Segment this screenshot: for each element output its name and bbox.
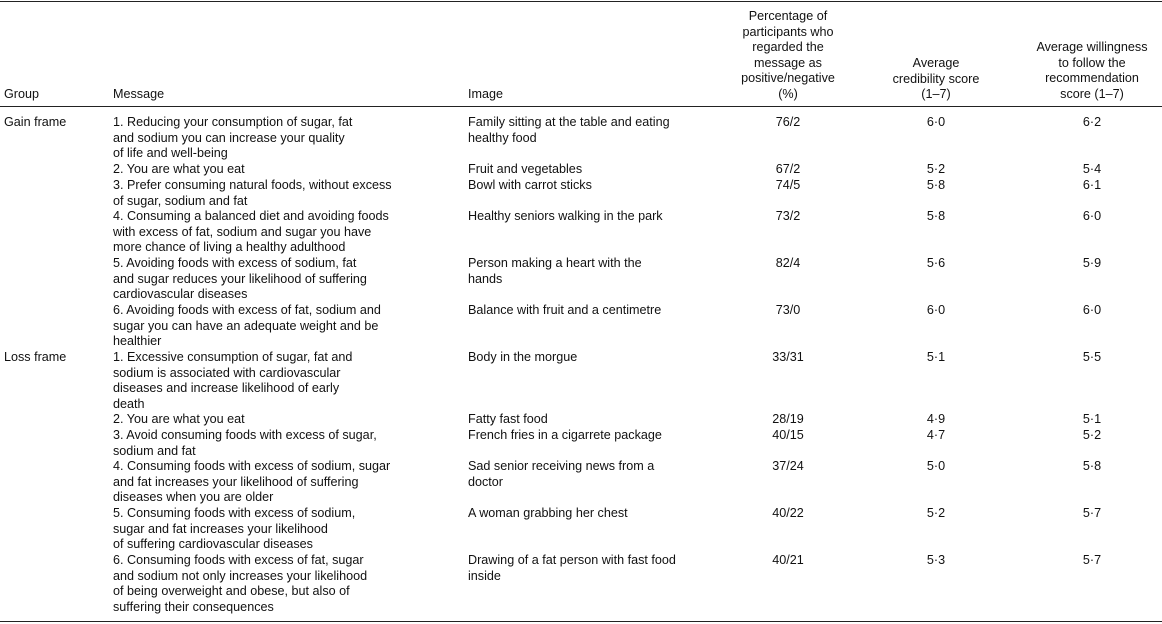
table-row-message: 2. You are what you eat xyxy=(113,162,245,176)
table-row-percentage: 67/2 xyxy=(775,162,801,176)
table-row-message: 1. Reducing your consumption of sugar, fat and sodium you can increase your quality of life and well-being xyxy=(113,115,353,161)
table-row-image: Bowl with carrot sticks xyxy=(468,178,592,192)
table-row-willingness: 5·2 xyxy=(1082,428,1102,442)
table-row-message: 4. Consuming foods with excess of sodium, sugar and fat increases your likelihood of suffering diseases when you are older xyxy=(113,459,391,505)
table-row-willingness: 6·1 xyxy=(1082,178,1102,192)
table-row-percentage: 73/2 xyxy=(775,209,801,223)
table-row-message: 6. Consuming foods with excess of fat, sugar and sodium not only increases your likelihood of being overweight and obese, but also of suffering their consequences xyxy=(113,553,368,614)
table-row-percentage: 37/24 xyxy=(772,459,804,473)
table-row-percentage: 74/5 xyxy=(775,178,801,192)
table-row-percentage: 40/15 xyxy=(772,428,804,442)
table-row-credibility: 5·8 xyxy=(926,178,946,192)
table-row-percentage: 76/2 xyxy=(775,115,801,129)
table-row-message: 5. Avoiding foods with excess of sodium, fat and sugar reduces your likelihood of suffering cardiovascular diseases xyxy=(113,256,367,302)
table-row-image: Drawing of a fat person with fast food inside xyxy=(468,553,676,583)
table-row-credibility: 6·0 xyxy=(926,303,946,317)
table-row-credibility: 5·2 xyxy=(926,506,946,520)
table-top-rule xyxy=(0,1,1162,2)
table-row-image: French fries in a cigarrete package xyxy=(468,428,662,442)
table-bottom-rule xyxy=(0,621,1162,622)
table-row-willingness: 5·4 xyxy=(1082,162,1102,176)
header-image: Image xyxy=(468,87,504,101)
table-row-percentage: 33/31 xyxy=(772,350,804,364)
table-row-image: Sad senior receiving news from a doctor xyxy=(468,459,655,489)
table-row-credibility: 5·0 xyxy=(926,459,946,473)
table-row-credibility: 5·8 xyxy=(926,209,946,223)
table-row-credibility: 6·0 xyxy=(926,115,946,129)
table-row-message: 1. Excessive consumption of sugar, fat and sodium is associated with cardiovascular diseases and increase likelihood of early death xyxy=(113,350,353,411)
table-row-credibility: 5·2 xyxy=(926,162,946,176)
table-row-message: 6. Avoiding foods with excess of fat, sodium and sugar you can have an adequate weight and be healthier xyxy=(113,303,381,349)
table-row-percentage: 82/4 xyxy=(775,256,801,270)
table-row-credibility: 5·6 xyxy=(926,256,946,270)
table-row-credibility: 4·7 xyxy=(926,428,946,442)
table-row-willingness: 6·0 xyxy=(1082,209,1102,223)
table-header-rule xyxy=(0,106,1162,107)
table-row-image: Healthy seniors walking in the park xyxy=(468,209,663,223)
table-row-percentage: 28/19 xyxy=(772,412,804,426)
table-row-image: Fruit and vegetables xyxy=(468,162,583,176)
table-row-image: Family sitting at the table and eating healthy food xyxy=(468,115,670,145)
table-row-image: Body in the morgue xyxy=(468,350,578,364)
table-row-message: 2. You are what you eat xyxy=(113,412,245,426)
table-row-willingness: 6·2 xyxy=(1082,115,1102,129)
table-row-willingness: 5·5 xyxy=(1082,350,1102,364)
header-percentage: Percentage of participants who regarded the message as positive/negative (%) xyxy=(741,9,835,101)
table-row-percentage: 73/0 xyxy=(775,303,801,317)
table-row-message: 3. Avoid consuming foods with excess of sugar, sodium and fat xyxy=(113,428,377,458)
header-credibility: Average credibility score (1–7) xyxy=(892,56,980,102)
table-row-image: A woman grabbing her chest xyxy=(468,506,628,520)
group-label-loss: Loss frame xyxy=(4,350,67,364)
header-group: Group xyxy=(4,87,40,101)
table-row-percentage: 40/21 xyxy=(772,553,804,567)
table-row-image: Fatty fast food xyxy=(468,412,548,426)
table-row-message: 4. Consuming a balanced diet and avoiding foods with excess of fat, sodium and sugar you have more chance of living a healthy adulthood xyxy=(113,209,389,255)
table-row-willingness: 5·7 xyxy=(1082,506,1102,520)
table-row-credibility: 5·1 xyxy=(926,350,946,364)
table-row-credibility: 4·9 xyxy=(926,412,946,426)
table-row-willingness: 5·9 xyxy=(1082,256,1102,270)
table-row-willingness: 5·1 xyxy=(1082,412,1102,426)
table-row-willingness: 5·7 xyxy=(1082,553,1102,567)
group-label-gain: Gain frame xyxy=(4,115,67,129)
table-row-message: 3. Prefer consuming natural foods, without excess of sugar, sodium and fat xyxy=(113,178,392,208)
header-willingness: Average willingness to follow the recommendation score (1–7) xyxy=(1036,40,1148,101)
table-row-willingness: 5·8 xyxy=(1082,459,1102,473)
header-message: Message xyxy=(113,87,165,101)
table-row-credibility: 5·3 xyxy=(926,553,946,567)
table-row-percentage: 40/22 xyxy=(772,506,804,520)
table-row-willingness: 6·0 xyxy=(1082,303,1102,317)
table-row-image: Balance with fruit and a centimetre xyxy=(468,303,662,317)
table-row-message: 5. Consuming foods with excess of sodium, sugar and fat increases your likelihood of suffering cardiovascular diseases xyxy=(113,506,356,552)
table-row-image: Person making a heart with the hands xyxy=(468,256,642,286)
